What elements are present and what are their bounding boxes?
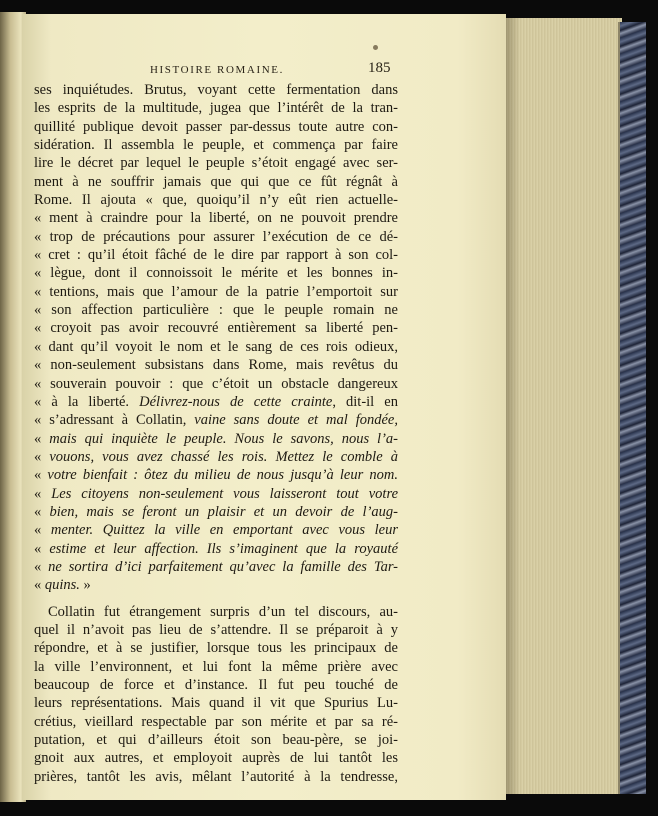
paragraph-2 bbox=[34, 603, 398, 786]
text-line bbox=[34, 676, 398, 694]
text-run: répondre, et à se justifier, lorsque tous les principaux de bbox=[34, 640, 398, 657]
text-run: « bbox=[34, 430, 50, 447]
text-run: « croyoit pas avoir recouvré entièrement sa liberté pen- bbox=[34, 320, 398, 337]
text-line bbox=[34, 118, 398, 136]
text-run: « bbox=[34, 467, 48, 484]
text-run: prières, tantôt les avis, mêlant l’autorité à la tendresse, bbox=[34, 768, 398, 785]
text-line bbox=[34, 173, 398, 191]
text-line bbox=[34, 319, 398, 337]
text-run: « bbox=[34, 485, 52, 502]
text-line bbox=[34, 639, 398, 657]
text-run: sidération. Il assembla le peuple, et commença par faire bbox=[34, 137, 398, 154]
text-line bbox=[34, 576, 398, 594]
text-run: « à la liberté. bbox=[34, 393, 140, 410]
text-run: les esprits de la multitude, jugea que l’intérêt de la tran- bbox=[34, 100, 398, 117]
body-text bbox=[34, 81, 398, 786]
text-line bbox=[34, 503, 398, 521]
text-run: « bbox=[34, 503, 50, 520]
text-run: lire le décret par lequel le peuple s’étoit engagé avec ser- bbox=[34, 155, 398, 172]
text-line bbox=[34, 540, 398, 558]
text-run: ses inquiétudes. Brutus, voyant cette fermentation dans bbox=[34, 82, 398, 98]
italic-run: vaine sans doute et mal fondée, bbox=[194, 412, 398, 429]
text-line bbox=[34, 338, 398, 356]
paragraph-gap bbox=[34, 595, 398, 603]
text-line bbox=[34, 375, 398, 393]
text-line bbox=[34, 411, 398, 429]
text-run: « cret : qu’il étoit fâché de le dire par rapport à son col- bbox=[34, 247, 398, 264]
text-line bbox=[34, 768, 398, 786]
italic-run: bien, mais se feront un plaisir et un devoir de l’aug- bbox=[49, 503, 398, 520]
italic-run: quins. bbox=[44, 577, 80, 594]
italic-run: Délivrez-nous de cette crainte bbox=[139, 393, 333, 410]
text-line bbox=[34, 191, 398, 209]
text-line bbox=[34, 621, 398, 639]
text-run: Collatin fut étrangement surpris d’un tel discours, au- bbox=[48, 603, 398, 620]
italic-run: menter. Quittez la ville en emportant avec vous leur bbox=[50, 522, 398, 539]
text-line bbox=[34, 228, 398, 246]
marbled-cover-edge bbox=[618, 22, 646, 794]
text-run: Rome. Il ajouta « que, quoiqu’il n’y eût rien actuelle- bbox=[34, 192, 398, 209]
text-line bbox=[34, 136, 398, 154]
text-line bbox=[34, 430, 398, 448]
text-line bbox=[34, 713, 398, 731]
page-number: 185 bbox=[368, 60, 391, 76]
text-line bbox=[34, 466, 398, 484]
italic-run: estime et leur affection. Ils s’imaginent que la royauté bbox=[49, 540, 399, 557]
text-line bbox=[34, 99, 398, 117]
text-line bbox=[34, 731, 398, 749]
text-run: , dit-il en bbox=[332, 393, 398, 410]
text-run: « bbox=[34, 558, 49, 575]
text-run: « bbox=[34, 522, 51, 539]
italic-run: vouons, vous avez chassé les rois. Mettez le comble à bbox=[49, 448, 398, 465]
paragraph-1 bbox=[34, 81, 398, 595]
text-run: « son affection particulière : que le peuple romain ne bbox=[34, 302, 398, 319]
text-line bbox=[34, 209, 398, 227]
text-run: « bbox=[34, 540, 50, 557]
text-line bbox=[34, 154, 398, 172]
text-line bbox=[34, 558, 398, 576]
text-run: la ville l’environnent, et lui font la même prière avec bbox=[34, 658, 398, 675]
text-run: « lègue, dont il connoissoit le mérite et les bonnes in- bbox=[34, 265, 398, 282]
text-run: ment à ne souffrir jamais que qui que ce fût régnât à bbox=[34, 173, 398, 190]
text-line bbox=[34, 603, 398, 621]
text-line bbox=[34, 485, 398, 503]
text-line bbox=[34, 393, 398, 411]
text-run: « s’adressant à Collatin, bbox=[34, 412, 195, 429]
text-line bbox=[34, 356, 398, 374]
ink-spot bbox=[373, 45, 378, 50]
text-run: putation, et qui d’ailleurs étoit son beau-père, se joi- bbox=[34, 732, 398, 749]
text-line bbox=[34, 448, 398, 466]
text-run: « trop de précautions pour assurer l’exécution de ce dé- bbox=[34, 228, 398, 245]
text-line bbox=[34, 694, 398, 712]
text-run: « tentions, mais que l’amour de la patrie l’emportoit sur bbox=[34, 283, 398, 300]
text-run: quel il n’avoit pas lieu de s’attendre. Il se préparoit à y bbox=[34, 621, 398, 638]
text-line bbox=[34, 521, 398, 539]
italic-run: Les citoyens non-seulement vous laisseront tout votre bbox=[51, 485, 399, 502]
text-line bbox=[34, 264, 398, 282]
text-run: « non-seulement subsistans dans Rome, mais revêtus du bbox=[34, 357, 398, 374]
text-run: « souverain pouvoir : que c’étoit un obstacle dangereux bbox=[34, 375, 398, 392]
text-run: quillité publique devoit passer par-dessus toute autre con- bbox=[34, 118, 398, 135]
text-line bbox=[34, 283, 398, 301]
text-run: » bbox=[79, 577, 91, 594]
text-line bbox=[34, 81, 398, 99]
text-run: crétius, vieillard respectable par son mérite et par sa ré- bbox=[34, 713, 398, 730]
text-run: « ment à craindre pour la liberté, on ne pouvoit prendre bbox=[34, 210, 398, 227]
italic-run: ne sortira d’ici parfaitement qu’avec la famille des Tar- bbox=[48, 558, 398, 575]
text-run: « dant qu’il voyoit le nom et le sang de ces rois odieux, bbox=[34, 338, 398, 355]
text-run: « bbox=[34, 448, 50, 465]
running-head: HISTOIRE ROMAINE. bbox=[150, 64, 284, 76]
text-run: beaucoup de force et d’instance. Il fut peu touché de bbox=[34, 677, 398, 693]
text-line bbox=[34, 658, 398, 676]
text-run: gnoit aux autres, et employoit auprès de lui tantôt les bbox=[34, 750, 398, 767]
italic-run: votre bienfait : ôtez du milieu de nous jusqu’à leur nom. bbox=[47, 467, 398, 484]
text-line bbox=[34, 749, 398, 767]
italic-run: mais qui inquiète le peuple. Nous le savons, nous l’a- bbox=[49, 430, 398, 447]
text-run: leurs représentations. Mais quand il vit que Spurius Lu- bbox=[34, 695, 398, 712]
text-line bbox=[34, 301, 398, 319]
text-line bbox=[34, 246, 398, 264]
text-run: « bbox=[34, 577, 45, 594]
